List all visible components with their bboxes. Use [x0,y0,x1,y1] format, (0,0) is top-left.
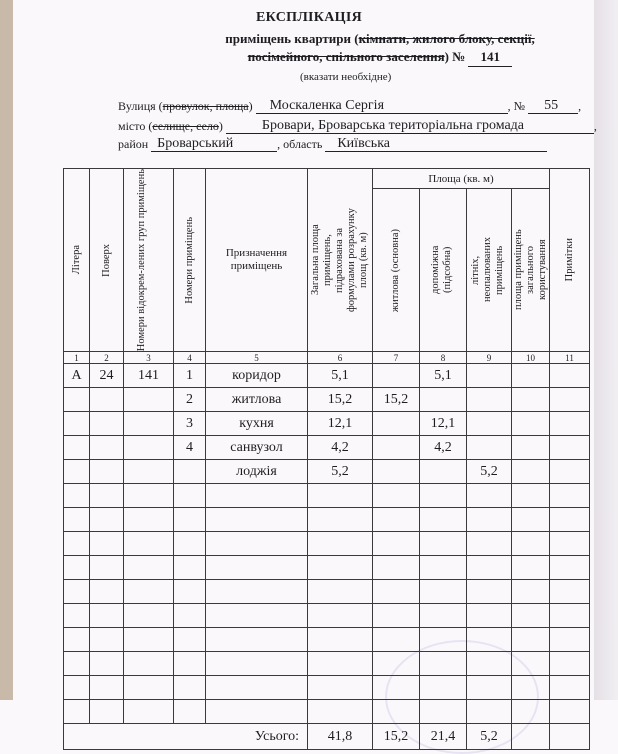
table-cell [467,700,512,724]
table-cell [174,604,206,628]
table-cell [124,580,174,604]
table-cell [512,484,550,508]
subtitle-text: ) № [444,49,466,64]
table-cell [90,388,124,412]
table-cell [512,388,550,412]
struck-text: селище, село [152,119,219,133]
table-row [64,388,590,412]
totals-summer: 5,2 [467,724,512,750]
header-total-area [308,169,373,352]
table-cell: 5,2 [308,460,373,484]
header-summer [467,189,512,352]
column-number: 10 [512,352,550,364]
table-cell [420,676,467,700]
table-cell [512,700,550,724]
table-cell [174,556,206,580]
header-purpose: Призначення приміщень [206,169,308,352]
table-cell [373,532,420,556]
table-cell: 3 [174,412,206,436]
table-cell [124,628,174,652]
table-cell [64,676,90,700]
table-cell [512,532,550,556]
table-cell: кухня [206,412,308,436]
table-cell [420,532,467,556]
table-cell [206,628,308,652]
header-floor [90,169,124,352]
table-cell: 4,2 [420,436,467,460]
table-cell [467,364,512,388]
table-cell [90,604,124,628]
totals-row [64,724,590,750]
table-cell [90,700,124,724]
table-cell [467,388,512,412]
table-cell: 2 [174,388,206,412]
subtitle-text: приміщень квартири ( [225,31,359,46]
table-cell [373,700,420,724]
label: , № [507,99,526,113]
table-cell [308,556,373,580]
header-room-numbers [174,169,206,352]
table-cell [124,460,174,484]
table-row [64,436,590,460]
table-cell: 4 [174,436,206,460]
column-number: 1 [64,352,90,364]
table-cell [64,460,90,484]
column-number: 6 [308,352,373,364]
table-row [64,508,590,532]
column-number-row [64,352,590,364]
table-cell [90,484,124,508]
city-value: Бровари, Броварська територіальна громада [226,118,594,134]
table-row [64,412,590,436]
header-text: Поверх [100,243,112,277]
page-edge [594,0,618,700]
table-cell [420,652,467,676]
table-cell [550,508,590,532]
table-cell [206,676,308,700]
table-cell: 4,2 [308,436,373,460]
table-cell [550,628,590,652]
table-cell [373,652,420,676]
table-row [64,460,590,484]
table-cell [512,604,550,628]
table-cell [550,556,590,580]
table-cell [512,556,550,580]
table-row [64,580,590,604]
column-number: 8 [420,352,467,364]
struck-text: кімнати, жилого блоку, секції, [358,31,535,46]
table-cell [467,652,512,676]
table-cell [373,436,420,460]
header-text: допоміжна (підсобна) [430,245,453,295]
table-cell [308,580,373,604]
table-cell [420,388,467,412]
table-row [64,364,590,388]
table-cell [124,436,174,460]
table-cell: 5,1 [420,364,467,388]
totals-common [512,724,550,750]
table-cell: 1 [174,364,206,388]
table-cell [124,532,174,556]
table-cell [174,460,206,484]
table-cell [512,436,550,460]
page-edge [0,0,13,700]
table-cell [420,556,467,580]
label: місто ( [118,119,153,133]
column-number: 5 [206,352,308,364]
table-cell [90,508,124,532]
table-cell [373,604,420,628]
table-cell: санвузол [206,436,308,460]
table-cell [550,412,590,436]
table-cell [550,364,590,388]
column-number: 2 [90,352,124,364]
table-cell: 24 [90,364,124,388]
totals-notes [550,724,590,750]
label: Вулиця ( [118,99,163,113]
header-text: Примітки [563,238,575,282]
table-cell [90,628,124,652]
table-cell [373,676,420,700]
table-cell [64,508,90,532]
table-cell [512,580,550,604]
district-value: Броварський [151,136,277,152]
header-litera [64,169,90,352]
street-value: Москаленка Сергія [256,98,508,114]
table-cell [64,652,90,676]
table-cell [174,484,206,508]
table-cell [550,580,590,604]
table-cell [373,508,420,532]
table-row [64,676,590,700]
table-cell [512,676,550,700]
table-cell [124,604,174,628]
table-cell [467,676,512,700]
table-cell [308,700,373,724]
table-cell [124,676,174,700]
table-cell [420,628,467,652]
table-cell [550,532,590,556]
table-cell [373,580,420,604]
table-cell [90,580,124,604]
label: район [118,137,149,151]
table-row [64,628,590,652]
table-cell [90,436,124,460]
table-cell [90,676,124,700]
hint-text: (вказати необхідне) [300,71,392,83]
table-cell [90,652,124,676]
table-cell [174,532,206,556]
header-text: житлова (основна) [390,228,401,312]
header-area-group: Площа (кв. м) [373,169,550,189]
table-cell [467,484,512,508]
table-cell [124,412,174,436]
header-common [512,189,550,352]
header-living [373,189,420,352]
table-cell [550,652,590,676]
table-cell [512,460,550,484]
label: , область [277,137,323,151]
table-row [64,484,590,508]
header-text: Загальна площа приміщень, підрахована за формулами розрахунку площ (кв. м) [310,208,369,313]
table-cell [64,388,90,412]
label: ) [218,119,223,133]
table-cell [420,700,467,724]
table-cell [550,460,590,484]
table-cell [420,604,467,628]
table-cell [206,652,308,676]
table-cell [420,460,467,484]
table-cell [467,412,512,436]
table-cell: 12,1 [420,412,467,436]
label: ) [248,99,253,113]
table-cell [64,484,90,508]
totals-total-area: 41,8 [308,724,373,750]
table-cell [467,436,512,460]
table-cell [512,364,550,388]
table-cell [550,436,590,460]
header-notes [550,169,590,352]
table-cell [174,628,206,652]
table-row [64,700,590,724]
table-cell [308,484,373,508]
region-value: Київська [325,136,547,152]
table-cell [467,628,512,652]
table-cell [174,700,206,724]
table-cell [420,508,467,532]
house-number: 55 [528,98,578,114]
table-cell [124,388,174,412]
table-cell [550,484,590,508]
table-cell: лоджія [206,460,308,484]
header-text: Літера [70,245,82,275]
table-cell [90,532,124,556]
table-row [64,604,590,628]
explication-table [63,168,590,750]
table-cell [512,412,550,436]
table-cell [550,604,590,628]
column-number: 9 [467,352,512,364]
table-cell [420,484,467,508]
table-cell [206,484,308,508]
table-cell [64,556,90,580]
table-cell [64,580,90,604]
totals-label: Усього: [64,724,308,750]
totals-auxiliary: 21,4 [420,724,467,750]
table-cell [308,508,373,532]
table-cell [90,412,124,436]
table-cell [64,700,90,724]
table-cell [174,508,206,532]
table-cell: 15,2 [308,388,373,412]
table-cell: 15,2 [373,388,420,412]
table-cell [373,628,420,652]
table-cell: житлова [206,388,308,412]
column-number: 4 [174,352,206,364]
table-cell: 5,2 [467,460,512,484]
table-cell: 5,1 [308,364,373,388]
column-number: 11 [550,352,590,364]
table-row [64,556,590,580]
table-cell: А [64,364,90,388]
header-auxiliary [420,189,467,352]
table-cell [308,532,373,556]
table-cell [124,700,174,724]
table-cell [467,532,512,556]
table-cell [550,700,590,724]
header-group-numbers [124,169,174,352]
table-cell [512,652,550,676]
table-cell [206,532,308,556]
table-cell [550,676,590,700]
table-cell [308,628,373,652]
street-line: Вулиця (провулок, площа) Москаленка Сергія , № 55 , [118,98,582,113]
table-cell [124,556,174,580]
table-cell [373,412,420,436]
table-cell [64,412,90,436]
city-line: місто (селище, село) Бровари, Броварська територіальна громада , [118,118,597,133]
table-cell [373,460,420,484]
table-cell [308,676,373,700]
table-cell [373,364,420,388]
table-row [64,532,590,556]
header-text: площа приміщень загального користування [512,229,548,311]
table-cell [550,388,590,412]
table-cell [512,628,550,652]
table-cell [64,604,90,628]
table-cell [174,676,206,700]
table-cell [467,604,512,628]
column-number: 7 [373,352,420,364]
table-cell [373,484,420,508]
table-cell [90,556,124,580]
table-cell: коридор [206,364,308,388]
table-cell [308,652,373,676]
table-cell [206,604,308,628]
document-title: ЕКСПЛІКАЦІЯ [255,10,363,25]
column-number: 3 [124,352,174,364]
table-cell [206,700,308,724]
table-cell [90,460,124,484]
table-cell [206,556,308,580]
table-cell [124,484,174,508]
table-row [64,652,590,676]
table-cell [206,508,308,532]
totals-living: 15,2 [373,724,420,750]
table-cell [174,652,206,676]
table-cell [420,580,467,604]
header-text: Номери відокрем-лених груп приміщень [135,169,147,352]
table-cell [308,604,373,628]
header-text: Номери приміщень [183,216,195,304]
table-cell [124,508,174,532]
table-cell [373,556,420,580]
table-cell: 141 [124,364,174,388]
struck-text: провулок, площа [162,99,249,113]
table-cell [174,580,206,604]
table-cell [124,652,174,676]
table-cell [512,508,550,532]
table-cell: 12,1 [308,412,373,436]
header-text: літніх, неопалюваних приміщень [470,237,505,303]
table-cell [64,436,90,460]
table-cell [206,580,308,604]
district-line [118,136,547,152]
struck-text: посімейного, спільного заселення [247,49,445,64]
document-subtitle [180,30,580,67]
table-cell [467,556,512,580]
table-cell [64,532,90,556]
table-cell [467,508,512,532]
table-cell [64,628,90,652]
table-cell [467,580,512,604]
apartment-number: 141 [468,48,512,67]
